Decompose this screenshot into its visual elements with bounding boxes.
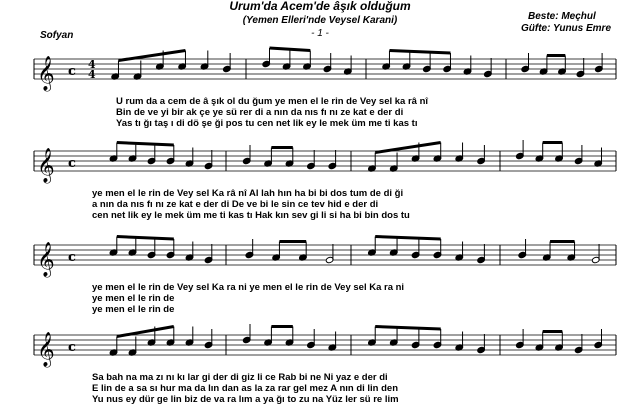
note-beam: [375, 327, 441, 330]
lyric-line: Bin de ve yi bir ak çe ye sü rer di a nın da nıs fı nı ze kat e der di: [116, 107, 404, 118]
song-title: Urum'da Acem'de âşık olduğum: [229, 0, 411, 13]
treble-clef-icon: 𝄞: [37, 242, 55, 277]
makam-name: Sofyan: [40, 30, 74, 41]
time-signature-top: 4: [88, 58, 96, 71]
note-beam: [117, 237, 174, 240]
note-beam: [270, 48, 311, 51]
treble-clef-icon: 𝄞: [37, 148, 55, 183]
note-beam: [375, 237, 441, 240]
lyric-line: ye men el le rin de Vey sel Ka ra ni ye men el le rin de Vey sel Ka ra ni: [92, 282, 405, 293]
song-subtitle: (Yemen Elleri'nde Veysel Karani): [242, 15, 398, 26]
treble-clef-icon: 𝄞: [37, 332, 55, 367]
treble-clef-icon: 𝄞: [37, 56, 55, 91]
lyric-line: U rum da a cem de â şık ol du ğum ye men el le rin de Vey sel ka râ nî: [116, 96, 429, 107]
lyric-line: Sa bah na ma zı nı kı lar gi der di giz li ce Rab bi ne Ni yaz e der di: [92, 372, 388, 383]
lyric-line: Yu nus ey dür ge lin biz de va ra lım a ya ğı to zu na Yüz ler sü re lim: [92, 394, 399, 405]
time-signature-bottom: 4: [88, 68, 96, 81]
lyric-line: ye men el le rin de: [92, 293, 175, 304]
time-signature-c: c: [68, 340, 76, 355]
lyric-line: cen net lik ey le mek üm me ti kas tı Hak kın sev gi li si ha bi bin dos tu: [92, 210, 410, 221]
time-signature-c: c: [68, 156, 76, 171]
composer-credit: Beste: Meçhul: [528, 11, 596, 22]
time-signature-c: c: [68, 64, 76, 79]
note-beam: [389, 51, 450, 54]
lyric-line: E lin de a sa sı hur ma da lın dan as la za rar gel mez A nın di lin den: [92, 383, 399, 394]
lyricist-credit: Güfte: Yunus Emre: [521, 23, 612, 34]
lyric-line: ye men el le rin de Vey sel Ka râ nî Al lah hın ha bi bi dos tum de di ği: [92, 188, 404, 199]
note-beam: [117, 143, 174, 146]
lyric-line: Yas tı ğı taş ı di dö şe ği pos tu cen net lik ey le mek üm me ti kas tı: [116, 118, 418, 129]
part-number: - 1 -: [311, 28, 329, 39]
lyric-line: a nın da nıs fı nı ze kat e der di De ve bi le sin ce tev hid e der di: [92, 199, 379, 210]
time-signature-c: c: [68, 250, 76, 265]
lyric-line: ye men el le rin de: [92, 304, 175, 315]
